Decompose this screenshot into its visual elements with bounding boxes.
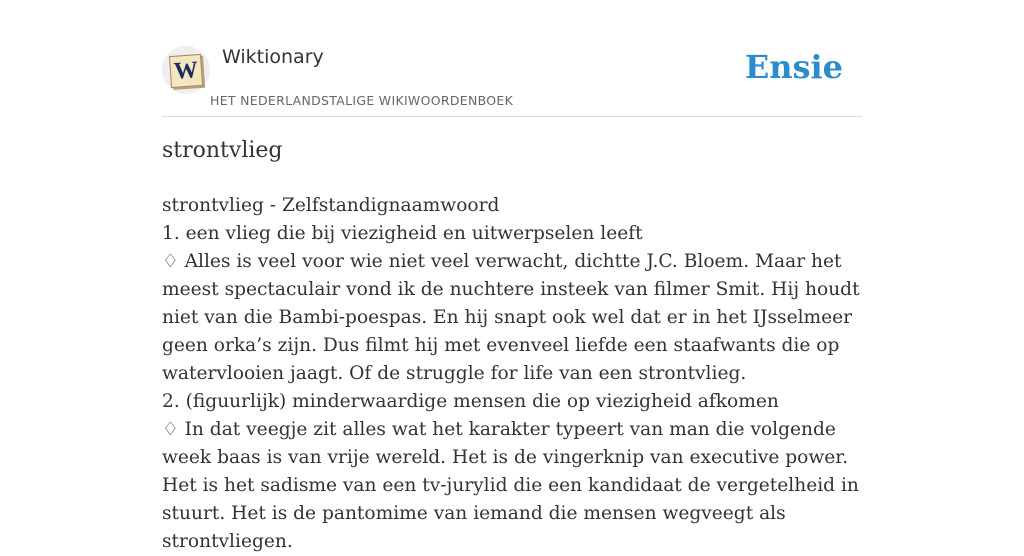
wiktionary-logo-icon[interactable] <box>162 46 210 94</box>
part-of-speech-line: strontvlieg - Zelfstandignaamwoord <box>162 195 500 216</box>
sense-2: 2. (figuurlijk) minderwaardige mensen die op viezigheid afkomen <box>162 391 779 412</box>
site-name-link[interactable]: Wiktionary <box>222 46 324 68</box>
ensie-brand-logo[interactable]: Ensie <box>744 48 843 86</box>
site-tagline: HET NEDERLANDSTALIGE WIKIWOORDENBOEK <box>210 93 514 108</box>
entry-content <box>162 192 867 556</box>
site-header <box>162 0 862 117</box>
entry-title: strontvlieg <box>162 138 283 163</box>
logo-tile: W <box>169 54 203 88</box>
example-2: ♢ In dat veegje zit alles wat het karakter typeert van man die volgende week baas is van vrije wereld. Het is de vingerknip van executive power. Het is het sadisme van een tv-jurylid die een kandidaat de vergetelheid in stuurt. Het is de pantomime van iemand die mensen wegveegt als strontvliegen. <box>162 419 859 552</box>
sense-1: 1. een vlieg die bij viezigheid en uitwerpselen leeft <box>162 223 643 244</box>
example-1: ♢ Alles is veel voor wie niet veel verwacht, dichtte J.C. Bloem. Maar het meest spectaculair vond ik de nuchtere insteek van filmer Smit. Hij houdt niet van die Bambi-poespas. En hij snapt ook wel dat er in het IJsselmeer geen orka’s zijn. Dus filmt hij met evenveel liefde een staafwants die op watervlooien jaagt. Of de struggle for life van een strontvlieg. <box>162 251 860 384</box>
